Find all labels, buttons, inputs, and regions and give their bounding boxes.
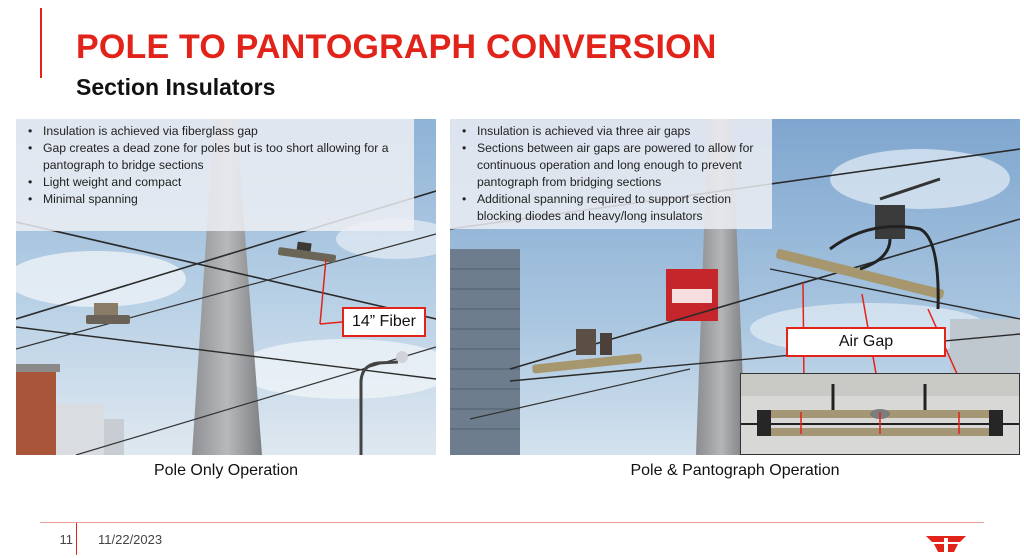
slide-subtitle: Section Insulators xyxy=(76,74,276,100)
bullet-item: • Insulation is achieved via three air gaps xyxy=(477,123,760,140)
left-caption: Pole Only Operation xyxy=(153,462,299,479)
right-bullet-list xyxy=(450,119,772,229)
photo-pole-pantograph xyxy=(450,119,1020,455)
bullet-item: • Additional spanning required to support section blocking diodes and heavy/long insulators xyxy=(477,191,760,225)
air-gap-callout: Air Gap xyxy=(786,327,946,357)
insulator-closeup xyxy=(741,374,1019,454)
bullet-item: • Insulation is achieved via fiberglass gap xyxy=(43,123,402,140)
right-caption: Pole & Pantograph Operation xyxy=(630,462,840,479)
fiber-callout: 14” Fiber xyxy=(342,307,426,337)
title-accent-bar xyxy=(40,8,42,78)
left-bullet-list xyxy=(16,119,414,231)
bullet-item: • Minimal spanning xyxy=(43,191,402,208)
footer-separator xyxy=(76,523,77,555)
footer-divider xyxy=(40,522,984,523)
ttc-logo-icon xyxy=(924,532,968,554)
footer-date: 11/22/2023 xyxy=(98,532,163,547)
bullet-item: • Gap creates a dead zone for poles but is too short allowing for a pantograph to bridge sections xyxy=(43,140,402,174)
page-number: 11 xyxy=(59,532,73,547)
photo-pole-only xyxy=(16,119,436,455)
insulator-inset-photo xyxy=(740,373,1020,455)
bullet-item: • Sections between air gaps are powered to allow for continuous operation and long enough to prevent pantograph from bridging sections xyxy=(477,140,760,191)
slide-title: POLE TO PANTOGRAPH CONVERSION xyxy=(76,28,717,66)
bullet-item: • Light weight and compact xyxy=(43,174,402,191)
